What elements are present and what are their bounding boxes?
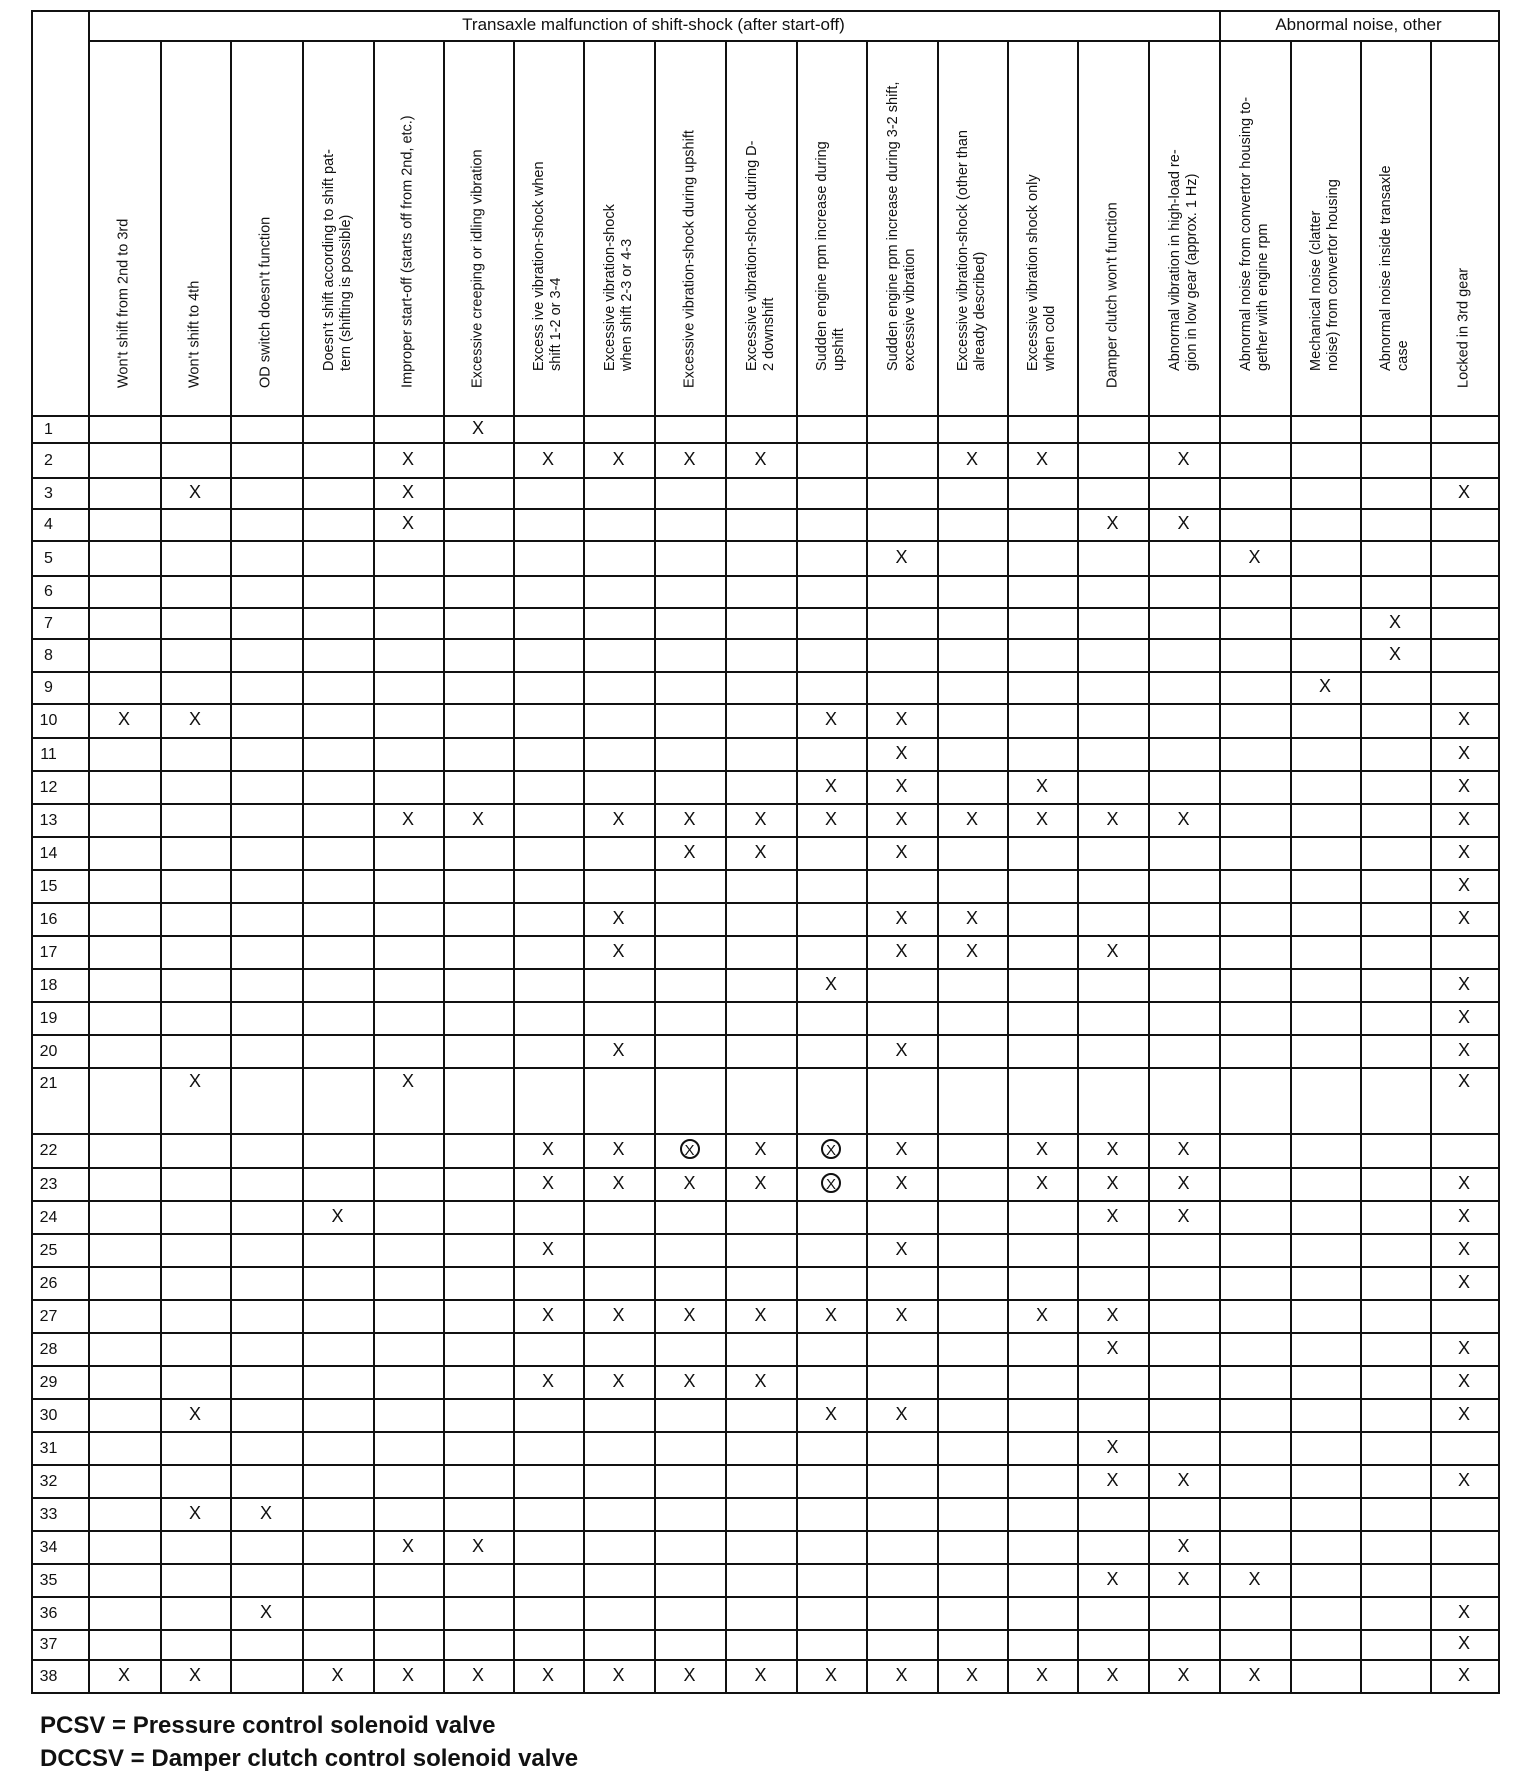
cell-mark: X <box>1177 1172 1190 1193</box>
row-divider <box>31 1530 1498 1532</box>
group-header: Abnormal noise, other <box>1275 15 1442 34</box>
cell-mark: X <box>471 417 484 438</box>
cell-mark: X <box>683 841 696 862</box>
column-header-label: Abnormal noise from convertor housing to- gether with engine rpm <box>1237 96 1271 371</box>
cell-mark: X <box>824 808 837 829</box>
row-divider <box>31 638 1498 640</box>
row-number: 5 <box>44 549 53 567</box>
cell-mark: X <box>683 1370 696 1391</box>
cell-mark: X <box>612 1664 625 1685</box>
column-divider <box>1498 10 1500 1694</box>
cell-mark: X <box>117 1664 130 1685</box>
row-divider <box>31 803 1498 805</box>
row-divider <box>31 1497 1498 1499</box>
cell-mark: X <box>401 513 414 533</box>
row-divider <box>31 1133 1498 1135</box>
row-divider <box>31 1067 1498 1069</box>
column-header <box>1148 44 1219 405</box>
cell-mark: X <box>471 1535 484 1556</box>
row-number: 7 <box>44 614 53 632</box>
circled-mark-glyph: X <box>821 1173 841 1193</box>
cell-mark: X <box>895 1139 908 1159</box>
cell-mark: X <box>541 1304 554 1325</box>
row-number: 4 <box>44 516 53 533</box>
cell-mark: X <box>401 1664 414 1685</box>
column-header <box>866 44 937 405</box>
cell-mark: X <box>1457 1370 1470 1391</box>
row-divider <box>31 703 1498 705</box>
row-divider <box>31 1464 1498 1466</box>
cell-mark: X <box>1457 775 1470 796</box>
row-number: 31 <box>39 1439 58 1457</box>
cell-mark: X <box>1106 1205 1119 1226</box>
column-header-label: Excessive creeping or idling vibration <box>469 149 486 388</box>
column-header <box>654 44 725 405</box>
row-number: 17 <box>39 943 58 961</box>
cell-mark: X <box>1177 1469 1190 1490</box>
cell-mark: X <box>895 546 908 567</box>
cell-mark: X <box>754 1172 767 1193</box>
cell-mark: X <box>895 1039 908 1060</box>
cell-mark: X <box>965 940 978 961</box>
cell-mark: X <box>1457 1071 1470 1091</box>
column-header <box>937 44 1007 405</box>
cell-mark: X <box>401 481 414 502</box>
row-divider <box>31 575 1498 577</box>
column-header <box>1219 44 1290 405</box>
row-divider <box>31 1692 1498 1694</box>
cell-mark: X <box>1318 676 1331 696</box>
row-number: 19 <box>39 1009 58 1027</box>
cell-mark: X <box>1177 1664 1190 1685</box>
cell-mark: X <box>1177 448 1190 469</box>
cell-mark: X <box>895 709 908 729</box>
column-header-label: Excessive vibration shock only when cold <box>1025 174 1058 371</box>
cell-mark: X <box>965 1664 978 1685</box>
column-header <box>230 44 302 405</box>
cell-mark: X <box>541 1370 554 1391</box>
row-divider <box>31 442 1498 444</box>
cell-mark: X <box>1457 1633 1470 1653</box>
cell-mark: X <box>824 1403 837 1424</box>
cell-mark: X <box>259 1601 272 1622</box>
cell-mark: X <box>188 1071 201 1091</box>
cell-mark: X <box>1457 808 1470 829</box>
cell-mark: X <box>401 1535 414 1556</box>
cell-mark: X <box>824 1304 837 1325</box>
cell-mark: X <box>1457 1469 1470 1490</box>
cell-mark: X <box>895 907 908 928</box>
cell-mark: X <box>401 1071 414 1091</box>
column-header <box>796 44 866 405</box>
column-header <box>725 44 796 405</box>
row-divider <box>31 935 1498 937</box>
row-divider <box>31 1659 1498 1661</box>
cell-mark: X <box>612 1370 625 1391</box>
row-number: 3 <box>44 484 53 502</box>
cell-mark: X <box>965 907 978 928</box>
column-header <box>302 44 373 405</box>
column-header-label: Abnormal vibration in high-load re- gion in low gear (approx. 1 Hz) <box>1166 149 1200 371</box>
cell-mark: X <box>895 1172 908 1193</box>
cell-mark: X <box>1177 1535 1190 1556</box>
row-divider <box>31 1266 1498 1268</box>
cell-mark: X <box>612 448 625 469</box>
row-number: 26 <box>39 1274 58 1292</box>
row-divider <box>31 1563 1498 1565</box>
cell-mark: X <box>1248 1664 1261 1685</box>
cell-mark: X <box>1035 1304 1048 1325</box>
row-divider <box>31 1365 1498 1367</box>
cell-mark: X <box>895 775 908 796</box>
column-header-label: Won't shift to 4th <box>186 280 203 388</box>
column-header-label: Won't shift from 2nd to 3rd <box>115 218 132 388</box>
circled-mark-glyph: X <box>821 1139 841 1159</box>
cell-mark: X <box>541 1139 554 1159</box>
cell-mark: X <box>1106 1304 1119 1325</box>
column-header <box>1007 44 1077 405</box>
cell-mark: X <box>1457 1403 1470 1424</box>
row-divider <box>31 737 1498 739</box>
cell-mark: X <box>471 1664 484 1685</box>
row-number: 1 <box>44 420 53 438</box>
cell-mark: X <box>895 1304 908 1325</box>
column-header <box>1360 44 1430 405</box>
cell-mark: X <box>965 808 978 829</box>
cell-mark: X <box>471 808 484 829</box>
cell-mark: X <box>612 1139 625 1159</box>
cell-mark: X <box>1035 1664 1048 1685</box>
cell-mark: X <box>1457 1271 1470 1292</box>
cell-mark: X <box>331 1205 344 1226</box>
row-number: 29 <box>39 1373 58 1391</box>
group-header: Transaxle malfunction of shift-shock (after start-off) <box>462 15 845 34</box>
cell-mark: X <box>541 1172 554 1193</box>
cell-mark: X <box>1106 1139 1119 1159</box>
column-header-label: Sudden engine rpm increase during 3-2 shift, excessive vibration <box>884 81 918 371</box>
row-divider <box>31 1233 1498 1235</box>
row-divider <box>31 836 1498 838</box>
cell-mark: X <box>754 1304 767 1325</box>
row-divider <box>31 1200 1498 1202</box>
column-header <box>583 44 654 405</box>
row-number: 16 <box>39 910 58 928</box>
cell-mark: X <box>1388 611 1401 632</box>
column-header-label: Abnormal noise inside transaxle case <box>1378 165 1411 371</box>
cell-mark: X <box>1106 1337 1119 1358</box>
row-number: 37 <box>39 1636 58 1653</box>
row-number: 13 <box>39 811 58 829</box>
cell-mark: X <box>754 448 767 469</box>
cell-mark: X <box>1457 874 1470 895</box>
row-divider <box>31 902 1498 904</box>
column-header-label: Doesn't shift according to shift pat- tern (shifting is possible) <box>320 149 354 371</box>
column-header-label: Excess ive vibration-shock when shift 1-2 or 3-4 <box>531 161 564 371</box>
cell-mark: X <box>965 448 978 469</box>
row-number: 34 <box>39 1538 58 1556</box>
row-number: 22 <box>39 1142 58 1159</box>
cell-mark: X <box>401 808 414 829</box>
cell-mark: X <box>1457 1039 1470 1060</box>
column-header-label: Excessive vibration-shock during upshift <box>681 130 697 388</box>
cell-mark: X <box>754 841 767 862</box>
cell-mark: X <box>754 808 767 829</box>
column-header <box>373 44 443 405</box>
row-divider <box>31 770 1498 772</box>
row-number: 28 <box>39 1340 58 1358</box>
cell-mark: X <box>1248 1568 1261 1589</box>
group-header-divider <box>88 40 1498 42</box>
row-divider <box>31 869 1498 871</box>
cell-mark: X <box>1457 1601 1470 1622</box>
cell-mark: X <box>1457 481 1470 502</box>
cell-mark: X <box>683 448 696 469</box>
cell-mark: X <box>1457 742 1470 763</box>
row-number: 6 <box>44 583 53 600</box>
cell-mark: X <box>683 1664 696 1685</box>
row-divider <box>31 607 1498 609</box>
row-number: 30 <box>39 1406 58 1424</box>
cell-mark: X <box>541 1664 554 1685</box>
cell-mark: X <box>895 940 908 961</box>
row-number: 15 <box>39 877 58 895</box>
column-header-label: Improper start-off (starts off from 2nd, etc.) <box>399 115 416 388</box>
row-divider <box>31 415 1498 417</box>
row-number: 20 <box>39 1042 58 1060</box>
cell-mark: X <box>1457 1006 1470 1027</box>
row-number: 2 <box>44 451 53 469</box>
cell-mark: X <box>1457 709 1470 729</box>
row-number: 10 <box>39 712 58 729</box>
cell-mark: X <box>895 808 908 829</box>
row-divider <box>31 1034 1498 1036</box>
row-number: 8 <box>44 646 53 664</box>
cell-mark: X <box>331 1664 344 1685</box>
cell-mark: X <box>824 709 837 729</box>
cell-mark: X <box>1457 1664 1470 1685</box>
cell-mark: X <box>895 1238 908 1259</box>
cell-mark: X <box>683 808 696 829</box>
cell-mark: X <box>188 481 201 502</box>
row-number: 11 <box>40 745 57 763</box>
row-number: 35 <box>39 1571 58 1589</box>
column-header-label: Excessive vibration-shock when shift 2-3 or 4-3 <box>601 204 635 371</box>
column-header-label: Excessive vibration-shock (other than already described) <box>955 130 988 371</box>
circled-mark <box>811 1173 851 1193</box>
cell-mark: X <box>895 841 908 862</box>
column-header-label: Damper clutch won't function <box>1104 202 1120 388</box>
cell-mark: X <box>1106 940 1119 961</box>
column-header <box>1430 44 1498 405</box>
cell-mark: X <box>1457 1337 1470 1358</box>
cell-mark: X <box>1106 513 1119 533</box>
cell-mark: X <box>1388 643 1401 664</box>
cell-mark: X <box>612 1304 625 1325</box>
cell-mark: X <box>895 1403 908 1424</box>
column-header <box>160 44 230 405</box>
column-header <box>1290 44 1360 405</box>
row-divider <box>31 968 1498 970</box>
cell-mark: X <box>824 775 837 796</box>
cell-mark: X <box>1106 1436 1119 1457</box>
circled-mark <box>811 1139 851 1159</box>
cell-mark: X <box>541 1238 554 1259</box>
row-number: 14 <box>39 844 58 862</box>
cell-mark: X <box>1177 1139 1190 1159</box>
cell-mark: X <box>612 1039 625 1060</box>
cell-mark: X <box>612 808 625 829</box>
row-divider <box>31 477 1498 479</box>
column-header <box>443 44 513 405</box>
row-number: 23 <box>39 1175 58 1193</box>
cell-mark: X <box>612 907 625 928</box>
row-number: 9 <box>44 679 53 696</box>
row-divider <box>31 1001 1498 1003</box>
cell-mark: X <box>1177 513 1190 533</box>
cell-mark: X <box>1035 775 1048 796</box>
row-number: 25 <box>39 1241 58 1259</box>
cell-mark: X <box>683 1172 696 1193</box>
circled-mark <box>670 1139 710 1159</box>
cell-mark: X <box>188 1664 201 1685</box>
cell-mark: X <box>1248 546 1261 567</box>
cell-mark: X <box>1177 1205 1190 1226</box>
cell-mark: X <box>541 448 554 469</box>
cell-mark: X <box>188 1403 201 1424</box>
cell-mark: X <box>401 448 414 469</box>
cell-mark: X <box>1106 1664 1119 1685</box>
column-header <box>88 44 160 405</box>
column-header-label: OD switch doesn't function <box>257 216 274 388</box>
cell-mark: X <box>1035 1172 1048 1193</box>
cell-mark: X <box>1035 448 1048 469</box>
cell-mark: X <box>1457 1205 1470 1226</box>
row-divider <box>31 1299 1498 1301</box>
cell-mark: X <box>259 1502 272 1523</box>
table-border-top <box>31 10 1498 12</box>
row-divider <box>31 508 1498 510</box>
cell-mark: X <box>1106 1469 1119 1490</box>
row-divider <box>31 1398 1498 1400</box>
column-header-label: Excessive vibration-shock during D- 2 downshift <box>743 140 777 371</box>
cell-mark: X <box>754 1370 767 1391</box>
column-header-label: Locked in 3rd gear <box>1455 267 1472 388</box>
row-divider <box>31 1431 1498 1433</box>
row-divider <box>31 1332 1498 1334</box>
row-number: 12 <box>39 778 58 796</box>
cell-mark: X <box>1457 1238 1470 1259</box>
column-header-label: Sudden engine rpm increase during upshift <box>814 141 847 371</box>
row-number: 18 <box>39 976 58 994</box>
cell-mark: X <box>117 709 130 729</box>
cell-mark: X <box>754 1139 767 1159</box>
row-number: 36 <box>39 1604 58 1622</box>
cell-mark: X <box>1106 1172 1119 1193</box>
cell-mark: X <box>1177 1568 1190 1589</box>
row-number: 38 <box>39 1667 58 1685</box>
cell-mark: X <box>1457 1172 1470 1193</box>
cell-mark: X <box>188 709 201 729</box>
row-number: 32 <box>39 1472 58 1490</box>
cell-mark: X <box>1177 808 1190 829</box>
row-number: 21 <box>39 1075 58 1092</box>
row-divider <box>31 1629 1498 1631</box>
cell-mark: X <box>1035 808 1048 829</box>
row-divider <box>31 1167 1498 1169</box>
row-divider <box>31 540 1498 542</box>
cell-mark: X <box>1035 1139 1048 1159</box>
row-number: 24 <box>39 1208 58 1226</box>
cell-mark: X <box>1106 808 1119 829</box>
cell-mark: X <box>824 1664 837 1685</box>
cell-mark: X <box>612 940 625 961</box>
row-divider <box>31 1596 1498 1598</box>
legend-pcsv: PCSV = Pressure control solenoid valve <box>40 1712 496 1739</box>
column-header <box>513 44 583 405</box>
cell-mark: X <box>895 1664 908 1685</box>
cell-mark: X <box>188 1502 201 1523</box>
column-header-label: Mechanical noise (clatter noise) from convertor housing <box>1308 179 1341 371</box>
cell-mark: X <box>824 973 837 994</box>
cell-mark: X <box>895 742 908 763</box>
cell-mark: X <box>612 1172 625 1193</box>
legend-dccsv: DCCSV = Damper clutch control solenoid valve <box>40 1745 579 1772</box>
cell-mark: X <box>1457 973 1470 994</box>
cell-mark: X <box>1457 841 1470 862</box>
cell-mark: X <box>754 1664 767 1685</box>
cell-mark: X <box>683 1304 696 1325</box>
cell-mark: X <box>1106 1568 1119 1589</box>
row-number: 33 <box>39 1505 58 1523</box>
row-number: 27 <box>39 1307 58 1325</box>
cell-mark: X <box>1457 907 1470 928</box>
circled-mark-glyph: X <box>680 1139 700 1159</box>
row-divider <box>31 671 1498 673</box>
column-header <box>1077 44 1148 405</box>
